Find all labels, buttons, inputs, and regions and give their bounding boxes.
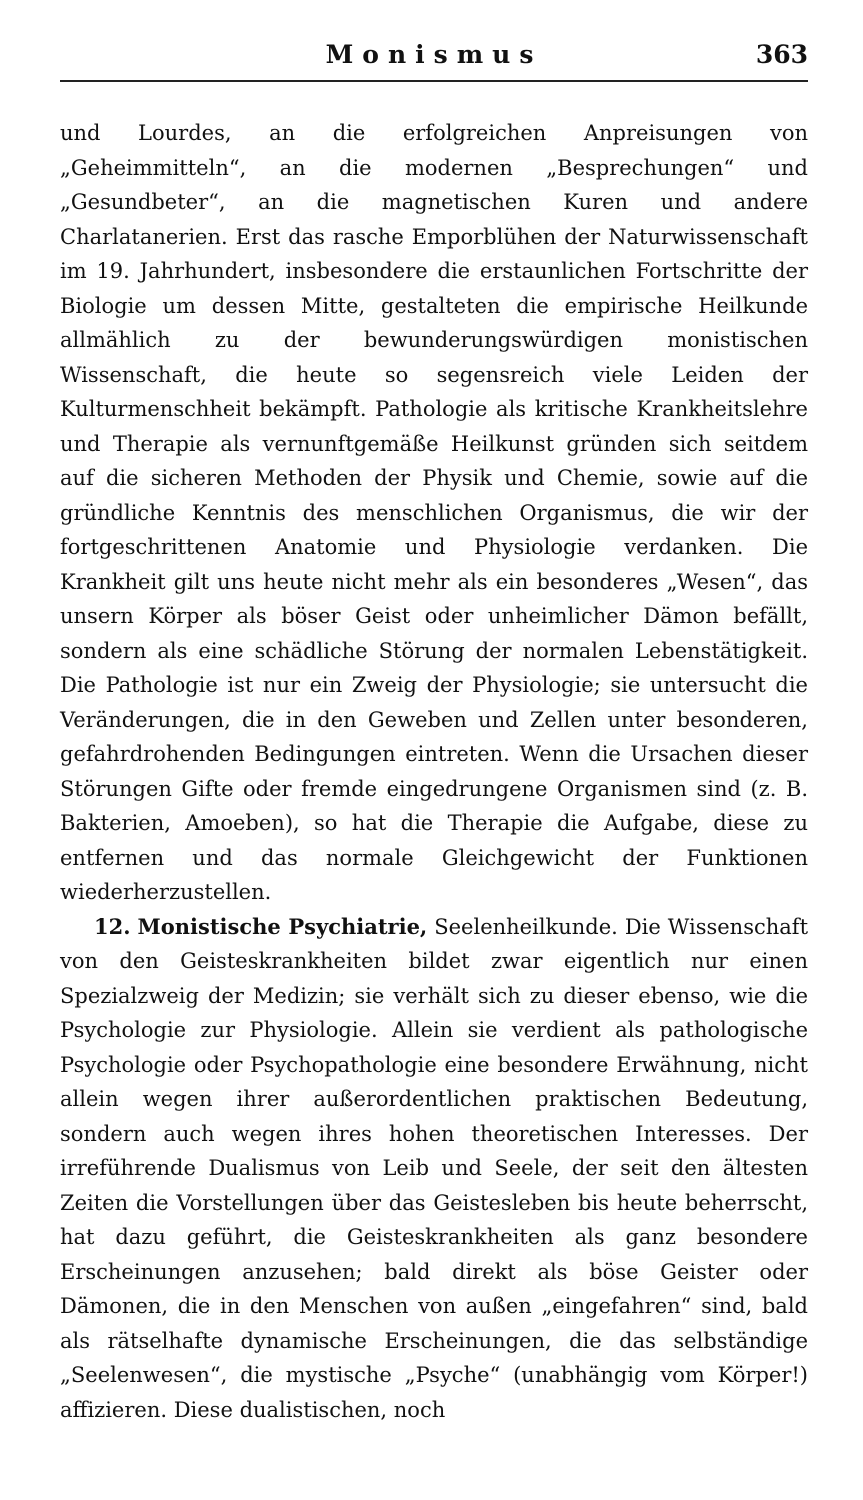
page-number: 363 bbox=[755, 40, 808, 69]
paragraph-continuation: und Lourdes, an die erfolgreichen Anpreisungen von „Geheimmitteln“, an die modernen „Besprechungen“ und „Gesundbeter“, an die magnetischen Kuren und andere Charlatanerien. Erst das rasche Emporblühen der Naturwissenschaft im 19. Jahrhundert, insbesondere die erstaunlichen Fortschritte der Biologie um dessen Mitte, gestalteten die empirische Heilkunde allmählich zu der bewunderungswürdigen monistischen Wissenschaft, die heute so segensreich viele Leiden der Kulturmenschheit bekämpft. Pathologie als kritische Krankheitslehre und Therapie als vernunftgemäße Heilkunst gründen sich seitdem auf die sicheren Methoden der Physik und Chemie, sowie auf die gründliche Kenntnis des menschlichen Organismus, die wir der fortgeschrittenen Anatomie und Physiologie verdanken. Die Krankheit gilt uns heute nicht mehr als ein besonderes „Wesen“, das unsern Körper als böser Geist oder unheimlicher Dämon befällt, sondern als eine schädliche Störung der normalen Lebenstätigkeit. Die Pathologie ist nur ein Zweig der Physiologie; sie untersucht die Veränderungen, die in den Geweben und Zellen unter besonderen, gefahrdrohenden Bedingungen eintreten. Wenn die Ursachen dieser Störungen Gifte oder fremde eingedrungene Organismen sind (z. B. Bakterien, Amoeben), so hat die Therapie die Aufgabe, diese zu entfernen und das normale Gleichgewicht der Funktionen wiederherzustellen. bbox=[60, 121, 808, 904]
book-page bbox=[60, 38, 808, 1427]
paragraph-section-12 bbox=[60, 910, 808, 1428]
body-text bbox=[60, 116, 808, 1427]
section-text: Seelenheilkunde. Die Wissenschaft von den Geisteskrankheiten bildet zwar eigentlich nur einen Spezialzweig der Medizin; sie verhält sich zu dieser ebenso, wie die Psychologie zur Physiologie. Allein sie verdient als pathologische Psychologie oder Psychopathologie eine besondere Erwähnung, nicht allein wegen ihrer außerordentlichen praktischen Bedeutung, sondern auch wegen ihres hohen theoretischen Interesses. Der irreführende Dualismus von Leib und Seele, der seit den ältesten Zeiten die Vorstellungen über das Geistesleben bis heute beherrscht, hat dazu geführt, die Geisteskrankheiten als ganz besondere Erscheinungen anzusehen; bald direkt als böse Geister oder Dämonen, die in den Menschen von außen „eingefahren“ sind, bald als rätselhafte dynamische Erscheinungen, die das selbständige „Seelenwesen“, die mystische „Psyche“ (unabhängig vom Körper!) affizieren. Diese dualistischen, noch bbox=[60, 914, 809, 1422]
section-title: Monistische Psychiatrie, bbox=[137, 913, 428, 939]
page-header bbox=[60, 38, 808, 82]
running-title: Monismus bbox=[325, 40, 543, 69]
section-number: 12. bbox=[94, 913, 131, 939]
